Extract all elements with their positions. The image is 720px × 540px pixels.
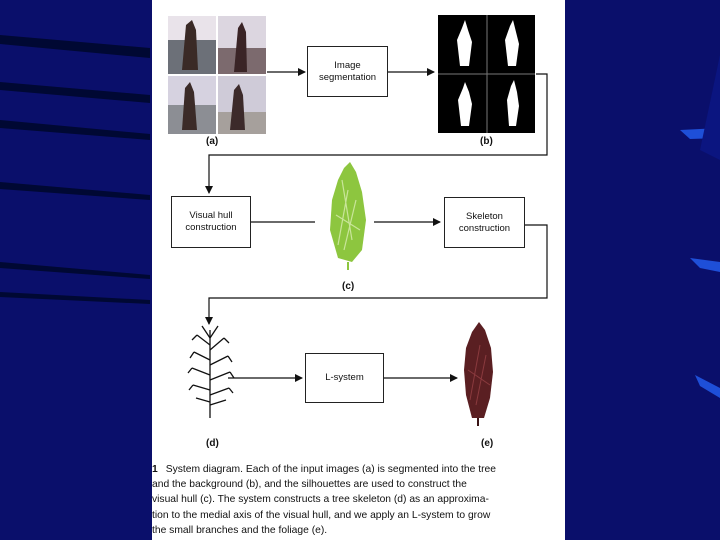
skeleton-construction-label: Skeleton construction (458, 210, 511, 234)
caption-number: 1 (152, 464, 158, 475)
label-a: (a) (206, 136, 219, 147)
visual-hull-model (330, 162, 366, 270)
silhouette-images (438, 15, 535, 133)
caption-line-1-text: System diagram. Each of the input images (a) is segmented into the tree (165, 464, 496, 475)
label-e: (e) (481, 438, 494, 449)
caption-line-3: visual hull (c). The system constructs a tree skeleton (d) as an approxima- (152, 494, 489, 506)
l-system-label: L-system (325, 372, 364, 383)
tree-skeleton (188, 326, 234, 418)
input-photos (168, 16, 266, 134)
caption-line-1 (152, 462, 562, 477)
label-c: (c) (342, 281, 355, 292)
image-segmentation-box (307, 46, 388, 97)
visual-hull-label: Visual hull construction (185, 210, 237, 233)
label-d: (d) (206, 438, 219, 449)
visual-hull-box (171, 196, 251, 248)
figure-caption (152, 462, 562, 538)
image-segmentation-label: Image segmentation (318, 59, 377, 83)
l-system-box (305, 353, 384, 403)
final-tree-model (464, 322, 493, 426)
figure-panel (152, 0, 565, 540)
caption-line-4: tion to the medial axis of the visual hull, and we apply an L-system to grow (152, 509, 491, 521)
skeleton-construction-box (444, 197, 525, 248)
caption-line-2: and the background (b), and the silhouettes are used to construct the (152, 479, 467, 491)
caption-line-5: the small branches and the foliage (e). (152, 524, 328, 536)
label-b: (b) (480, 136, 493, 147)
